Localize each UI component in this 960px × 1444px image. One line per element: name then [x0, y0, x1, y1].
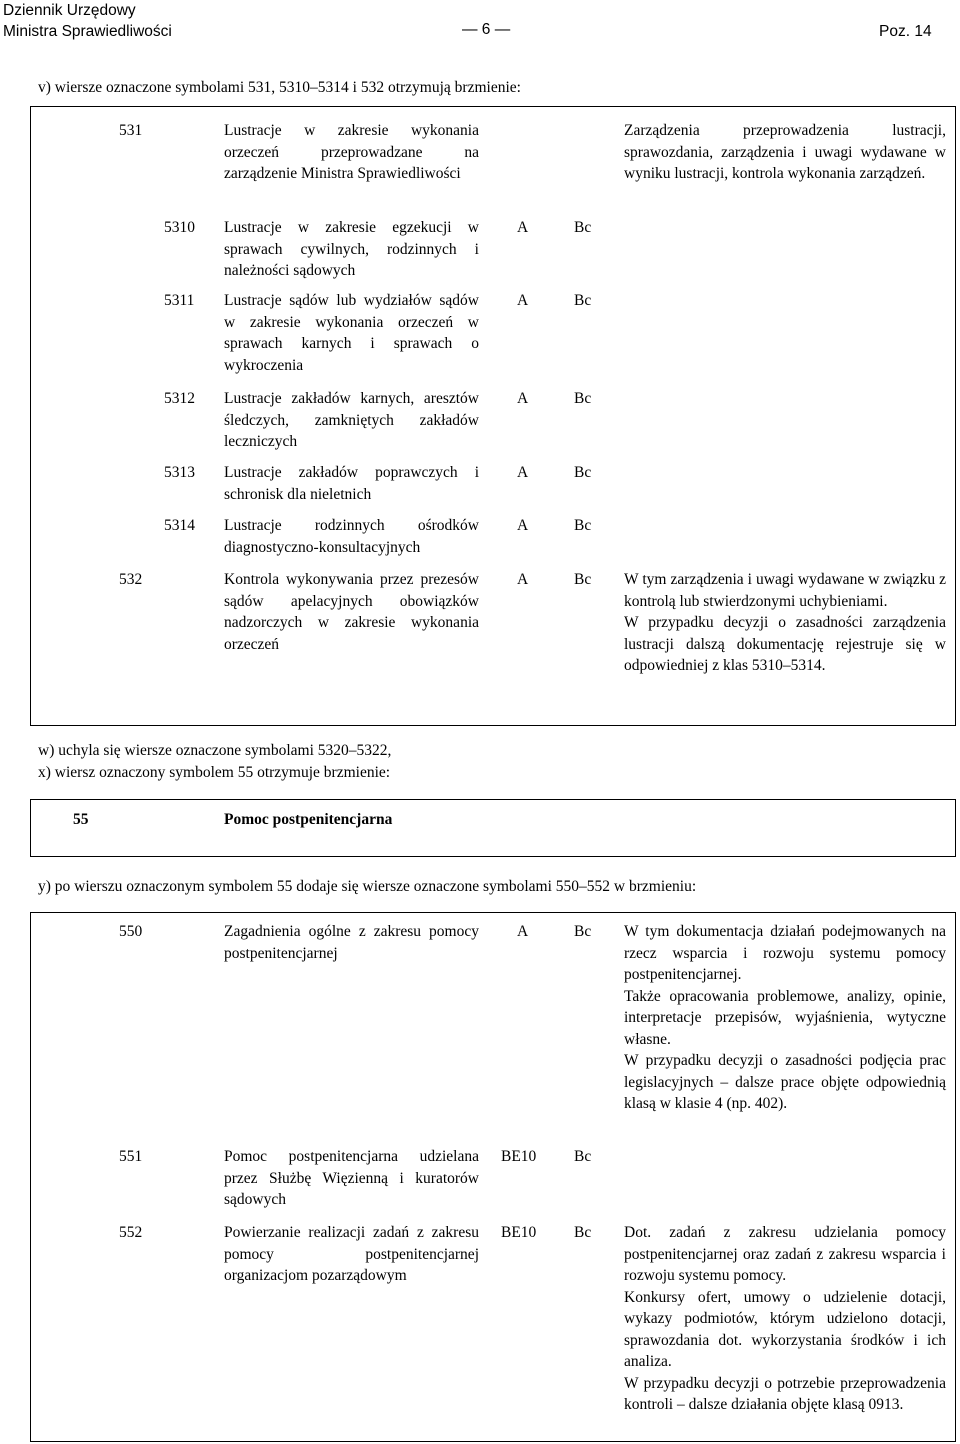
row-552-code: 552	[119, 1224, 143, 1241]
amendment-intro-x: x) wiersz oznaczony symbolem 55 otrzymuje brzmienie:	[38, 764, 391, 781]
row-5314-category: A	[517, 517, 529, 534]
row-5310-title: Lustracje w zakresie egzekucji w sprawach cywilnych, rodzinnych i należności sądowych	[224, 219, 479, 279]
row-532-note: W tym zarządzenia i uwagi wydawane w związku z kontrolą lub stwierdzonymi uchybieniami. W przypadku decyzji o zasadności zarządzenia lustracji dalszą dokumentację rejestruje się w odpowiedniej z klas 5310–5314.	[624, 571, 946, 674]
journal-title-line1: Dziennik Urzędowy	[3, 2, 136, 19]
table-55	[30, 799, 956, 857]
row-55-title: Pomoc postpenitencjarna	[224, 811, 393, 828]
row-552-category-bc: Bc	[574, 1224, 592, 1241]
row-550-category: A	[517, 923, 529, 940]
row-550-title: Zagadnienia ogólne z zakresu pomocy postpenitencjarnej	[224, 923, 479, 962]
row-532-title: Kontrola wykonywania przez prezesów sądów apelacyjnych obowiązków nadzorczych w zakresie wykonania orzeczeń	[224, 571, 479, 653]
row-5312-category: A	[517, 390, 529, 407]
row-551-code: 551	[119, 1148, 143, 1165]
row-55-code: 55	[73, 811, 89, 828]
table-531-532	[30, 106, 956, 726]
row-5313-title: Lustracje zakładów poprawczych i schronisk dla nieletnich	[224, 464, 479, 503]
row-5314-title: Lustracje rodzinnych ośrodków diagnostyczno-konsultacyjnych	[224, 517, 479, 556]
row-532-code: 532	[119, 571, 143, 588]
row-551-category-bc: Bc	[574, 1148, 592, 1165]
row-552-note: Dot. zadań z zakresu udzielania pomocy postpenitencjarnej oraz zadań z zakresu wsparcia i rozwoju systemu pomocy. Konkursy ofert, umowy o udzielenie dotacji, wykazy podmiotów, którym udzielono dotacji, sprawozdania dot. wykorzystania środków i ich analiza. W przypadku decyzji o potrzebie przeprowadzenia kontroli – dalsze działania objęte klasą 0913.	[624, 1224, 946, 1413]
row-552-title: Powierzanie realizacji zadań z zakresu pomocy postpenitencjarnej organizacjom pozarządowym	[224, 1224, 479, 1284]
row-532-category: A	[517, 571, 529, 588]
amendment-intro-v: v) wiersze oznaczone symbolami 531, 5310–5314 i 532 otrzymują brzmienie:	[38, 79, 521, 96]
row-5313-category-bc: Bc	[574, 464, 592, 481]
amendment-intro-y: y) po wierszu oznaczonym symbolem 55 dodaje się wiersze oznaczone symbolami 550–552 w brzmieniu:	[38, 878, 697, 895]
row-552-category: BE10	[501, 1224, 537, 1241]
row-550-category-bc: Bc	[574, 923, 592, 940]
row-5312-code: 5312	[164, 390, 195, 407]
row-5310-category: A	[517, 219, 529, 236]
row-531-title: Lustracje w zakresie wykonania orzeczeń przeprowadzane na zarządzenie Ministra Sprawiedliwości	[224, 122, 479, 182]
row-5311-title: Lustracje sądów lub wydziałów sądów w zakresie wykonania orzeczeń w sprawach karnych i sprawach o wykroczenia	[224, 292, 479, 374]
table-550-552	[30, 912, 956, 1442]
journal-title-line2: Ministra Sprawiedliwości	[3, 23, 172, 40]
row-5310-category-bc: Bc	[574, 219, 592, 236]
row-5310-code: 5310	[164, 219, 195, 236]
amendment-intro-w: w) uchyla się wiersze oznaczone symbolami 5320–5322,	[38, 742, 392, 759]
row-5311-category-bc: Bc	[574, 292, 592, 309]
row-5311-code: 5311	[164, 292, 195, 309]
row-550-note: W tym dokumentacja działań podejmowanych na rzecz wsparcia i rozwoju systemu pomocy postpenitencjarnej. Także opracowania problemowe, analizy, opinie, interpretacje przepisów, wyjaśnienia, wytyczne własne. W przypadku decyzji o zasadności podjęcia prac legislacyjnych – dalsze prace objęte odpowiednią klasą w klasie 4 (np. 402).	[624, 923, 946, 1112]
page-number: — 6 —	[462, 21, 511, 38]
position-number: Poz. 14	[879, 23, 932, 40]
row-5313-category: A	[517, 464, 529, 481]
row-5311-category: A	[517, 292, 529, 309]
row-5314-category-bc: Bc	[574, 517, 592, 534]
row-531-note: Zarządzenia przeprowadzenia lustracji, sprawozdania, zarządzenia i uwagi wydawane w wyniku lustracji, kontrola wykonania zarządzeń.	[624, 122, 946, 182]
row-550-code: 550	[119, 923, 143, 940]
row-532-category-bc: Bc	[574, 571, 592, 588]
row-5314-code: 5314	[164, 517, 195, 534]
row-5313-code: 5313	[164, 464, 195, 481]
row-531-code: 531	[119, 122, 143, 139]
row-5312-category-bc: Bc	[574, 390, 592, 407]
row-551-title: Pomoc postpenitencjarna udzielana przez Służbę Więzienną i kuratorów sądowych	[224, 1148, 479, 1208]
row-5312-title: Lustracje zakładów karnych, aresztów śledczych, zamkniętych zakładów leczniczych	[224, 390, 479, 450]
row-551-category: BE10	[501, 1148, 537, 1165]
